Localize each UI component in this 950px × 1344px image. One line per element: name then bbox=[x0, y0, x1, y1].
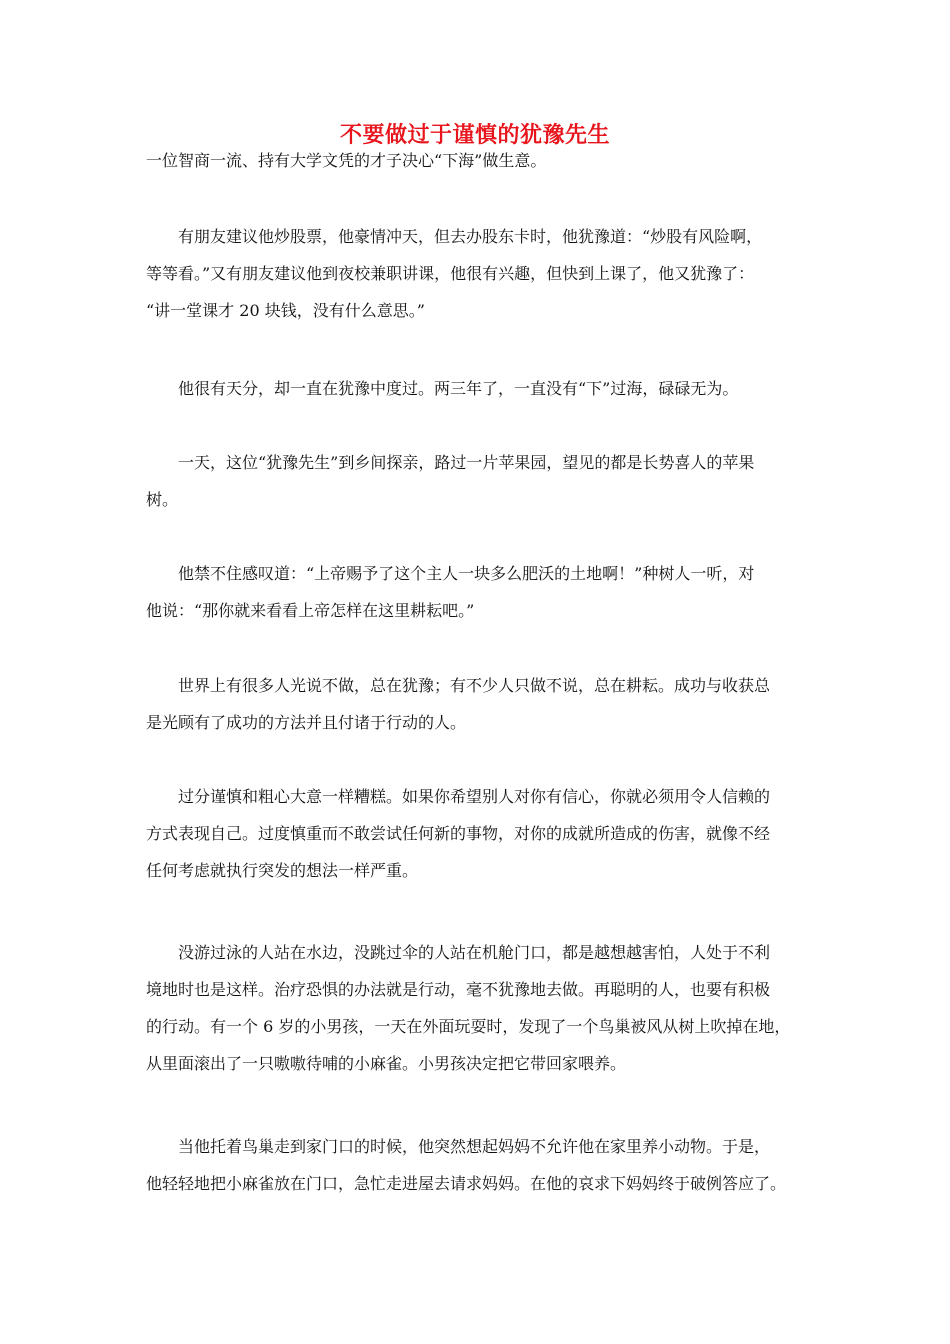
paragraph-line: 等等看。”又有朋友建议他到夜校兼职讲课，他很有兴趣，但快到上课了，他又犹豫了： bbox=[146, 264, 755, 283]
paragraph-line: 是光顾有了成功的方法并且付诸于行动的人。 bbox=[146, 713, 467, 732]
paragraph-line: “讲一堂课才 20 块钱，没有什么意思。” bbox=[146, 301, 425, 320]
paragraph-line: 树。 bbox=[146, 490, 179, 509]
paragraph-line: 他说：“那你就来看看上帝怎样在这里耕耘吧。” bbox=[146, 601, 475, 620]
intro-paragraph: 一位智商一流、持有大学文凭的才子决心“下海”做生意。 bbox=[146, 151, 547, 170]
paragraph-6 bbox=[146, 778, 826, 889]
paragraph-1 bbox=[146, 218, 826, 329]
paragraph-line: 境地时也是这样。治疗恐惧的办法就是行动，毫不犹豫地去做。再聪明的人，也要有积极 bbox=[146, 980, 771, 999]
document-title: 不要做过于谨慎的犹豫先生 bbox=[339, 122, 610, 148]
paragraph-line: 的行动。有一个 6 岁的小男孩，一天在外面玩耍时，发现了一个鸟巢被风从树上吹掉在地， bbox=[146, 1017, 791, 1036]
paragraph-5 bbox=[146, 667, 826, 741]
paragraph-line: 世界上有很多人光说不做，总在犹豫；有不少人只做不说，总在耕耘。成功与收获总 bbox=[146, 676, 771, 695]
paragraph-line: 方式表现自己。过度慎重而不敢尝试任何新的事物，对你的成就所造成的伤害，就像不经 bbox=[146, 824, 771, 843]
paragraph-line: 他很有天分，却一直在犹豫中度过。两三年了，一直没有“下”过海，碌碌无为。 bbox=[146, 379, 739, 398]
paragraph-line: 他轻轻地把小麻雀放在门口，急忙走进屋去请求妈妈。在他的哀求下妈妈终于破例答应了。 bbox=[146, 1174, 787, 1193]
paragraph-line: 没游过泳的人站在水边，没跳过伞的人站在机舱门口，都是越想越害怕，人处于不利 bbox=[146, 943, 771, 962]
paragraph-line: 任何考虑就执行突发的想法一样严重。 bbox=[146, 861, 419, 880]
paragraph-line: 过分谨慎和粗心大意一样糟糕。如果你希望别人对你有信心，你就必须用令人信赖的 bbox=[146, 787, 771, 806]
paragraph-2 bbox=[146, 370, 826, 407]
paragraph-line: 一天，这位“犹豫先生”到乡间探亲，路过一片苹果园，望见的都是长势喜人的苹果 bbox=[146, 453, 755, 472]
paragraph-7 bbox=[146, 934, 826, 1082]
paragraph-line: 他禁不住感叹道：“上帝赐予了这个主人一块多么肥沃的土地啊！”种树人一听，对 bbox=[146, 564, 755, 583]
paragraph-3 bbox=[146, 444, 826, 518]
paragraph-line: 当他托着鸟巢走到家门口的时候，他突然想起妈妈不允许他在家里养小动物。于是， bbox=[146, 1137, 771, 1156]
paragraph-4 bbox=[146, 555, 826, 629]
paragraph-line: 从里面滚出了一只嗷嗷待哺的小麻雀。小男孩决定把它带回家喂养。 bbox=[146, 1054, 627, 1073]
paragraph-line: 有朋友建议他炒股票，他豪情冲天，但去办股东卡时，他犹豫道：“炒股有风险啊， bbox=[146, 227, 763, 246]
paragraph-8 bbox=[146, 1128, 826, 1202]
